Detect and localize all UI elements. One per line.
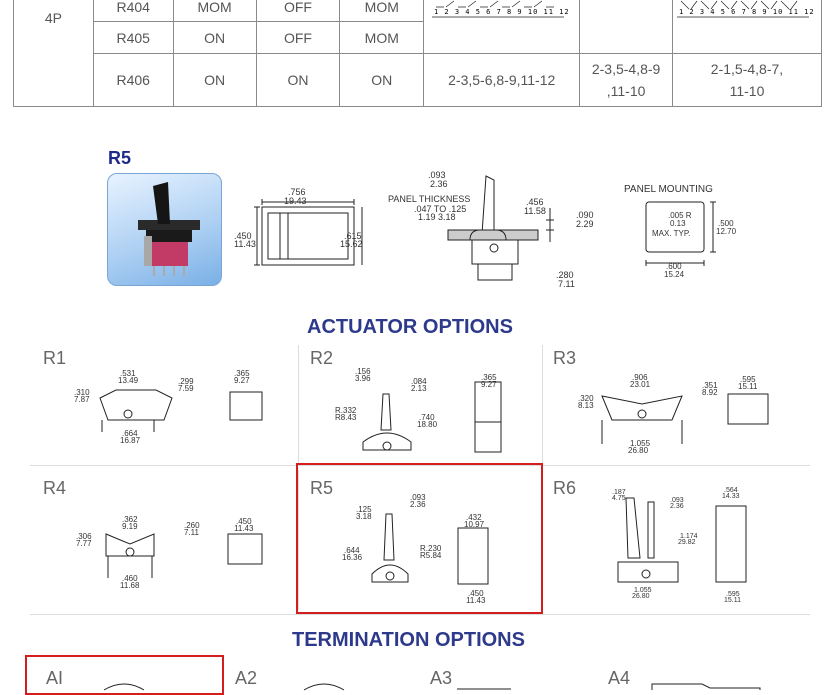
- dim-label: .365: [234, 369, 250, 378]
- dim-label: .906: [632, 373, 648, 382]
- dim-label: .450: [234, 231, 252, 241]
- connection-line: ,11-10: [606, 83, 646, 99]
- spec-table: [13, 0, 822, 107]
- dim-label: .644: [344, 546, 360, 555]
- dim-label: 7.11: [184, 528, 199, 537]
- actuator-r2-drawing: [335, 368, 535, 460]
- pos-cell: OFF: [256, 0, 340, 22]
- model-cell: R406: [93, 54, 173, 107]
- pos-cell: ON: [256, 54, 340, 107]
- pin-numbers: 1 2 3 4 5 6 7 8 9 10 11 12: [433, 8, 570, 16]
- actuator-r4-drawing: [76, 512, 276, 592]
- dim-label: 2.36: [410, 500, 426, 509]
- dim-label: .595: [726, 591, 740, 598]
- dim-label: .306: [76, 532, 92, 541]
- dim-label: .615: [344, 231, 362, 241]
- dim-label: 2.36: [430, 179, 448, 189]
- dim-label: 9.27: [234, 376, 250, 385]
- model-cell: R404: [93, 0, 173, 22]
- dim-label: .456: [526, 197, 544, 207]
- dim-label: 10.97: [464, 520, 485, 529]
- dim-label: .093: [670, 497, 684, 504]
- dim-label: PANEL THICKNESS: [388, 194, 471, 204]
- dim-label: 8.13: [578, 401, 594, 410]
- termination-label: A3: [430, 668, 453, 688]
- dim-label: 16.36: [342, 553, 363, 562]
- connection-line: 11-10: [729, 83, 765, 99]
- termination-a3-drawing: [455, 684, 525, 690]
- connection-line: 2-1,5-4,8-7,: [710, 61, 784, 77]
- dim-label: R.332: [335, 406, 357, 415]
- actuator-label: R6: [553, 478, 577, 498]
- connection-line: 2-3,5-4,8-9: [591, 61, 661, 77]
- dim-label: 9.27: [481, 380, 497, 389]
- actuator-label: R4: [43, 478, 67, 498]
- dim-label: .093: [428, 170, 446, 180]
- dim-label: .432: [466, 513, 482, 522]
- actuator-r3-drawing: [576, 368, 776, 458]
- dim-label: 8.92: [702, 388, 718, 397]
- dim-label: 2.13: [411, 384, 427, 393]
- dim-label: MAX. TYP.: [652, 229, 691, 238]
- front-view-drawing: [232, 185, 372, 275]
- dim-label: 3.96: [355, 374, 371, 383]
- dim-label: 15.11: [724, 597, 741, 604]
- dim-label: .460: [122, 574, 138, 583]
- dim-label: 1.174: [680, 533, 698, 540]
- pos-cell: ON: [173, 54, 256, 107]
- termination-a4-drawing: [650, 680, 770, 690]
- pos-cell: ON: [173, 22, 256, 54]
- panel-mounting-drawing: [622, 180, 742, 280]
- dim-label: .093: [410, 493, 426, 502]
- dim-label: 15.11: [738, 382, 758, 391]
- dim-label: 1.055: [634, 587, 652, 594]
- dim-label: .450: [468, 589, 484, 598]
- product-photo: [107, 173, 222, 286]
- dim-label: 2.29: [576, 219, 594, 229]
- dim-label: .005 R: [668, 211, 692, 220]
- dim-label: .310: [74, 388, 90, 397]
- dim-label: 19.43: [284, 196, 307, 206]
- divider: [298, 345, 299, 463]
- dim-label: 29.82: [678, 539, 696, 546]
- dim-label: 11.43: [234, 524, 254, 533]
- dim-label: 7.87: [74, 395, 90, 404]
- pos-cell: OFF: [256, 22, 340, 54]
- actuator-label: R5: [310, 478, 334, 498]
- connection-cell: 2-3,5-6,8-9,11-12: [424, 54, 580, 107]
- dim-label: .320: [578, 394, 594, 403]
- pos-cell: MOM: [173, 0, 256, 22]
- row-label: 4P: [14, 0, 94, 107]
- dim-label: 23.01: [630, 380, 651, 389]
- dim-label: 16.87: [120, 436, 141, 445]
- dim-label: 2.36: [670, 503, 684, 510]
- dim-label: PANEL MOUNTING: [624, 184, 713, 195]
- termination-a2-drawing: [300, 682, 360, 690]
- termination-label: A4: [608, 668, 631, 688]
- pos-cell: ON: [340, 54, 424, 107]
- pin-diagram: [432, 0, 572, 21]
- divider: [542, 345, 543, 463]
- dim-label: 1.19 3.18: [418, 212, 456, 222]
- dim-label: 7.59: [178, 384, 194, 393]
- dim-label: .531: [120, 369, 136, 378]
- dim-label: 15.62: [340, 239, 363, 249]
- dim-label: R8.43: [335, 413, 357, 422]
- dim-label: .756: [288, 187, 306, 197]
- dim-label: R5.84: [420, 551, 442, 560]
- dim-label: 26.80: [632, 593, 650, 600]
- actuator-label: R1: [43, 348, 67, 368]
- dim-label: .740: [419, 413, 435, 422]
- dim-label: 11.43: [466, 596, 486, 605]
- dim-label: 1.055: [630, 439, 651, 448]
- dim-label: .564: [724, 487, 738, 494]
- dim-label: 15.24: [664, 270, 685, 279]
- pin-diagram: [677, 0, 817, 21]
- dim-label: .280: [556, 270, 574, 280]
- dim-label: .600: [666, 262, 682, 271]
- dim-label: .125: [356, 505, 372, 514]
- pos-cell: MOM: [340, 22, 424, 54]
- dim-label: .187: [612, 489, 626, 496]
- dim-label: .156: [355, 367, 371, 376]
- actuator-label: R2: [310, 348, 334, 368]
- pin-diagram-cell: [672, 0, 821, 54]
- dim-label: .090: [576, 210, 594, 220]
- selected-actuator-highlight: [296, 463, 543, 614]
- dim-label: .500: [718, 219, 734, 228]
- dim-label: 3.18: [356, 512, 372, 521]
- dim-label: .260: [184, 521, 200, 530]
- dim-label: 4.75: [612, 495, 626, 502]
- termination-title: TERMINATION OPTIONS: [292, 629, 525, 651]
- actuator-r6-drawing: [604, 486, 804, 604]
- dim-label: .362: [122, 515, 138, 524]
- dim-label: 7.11: [558, 279, 575, 289]
- dim-label: 11.43: [234, 239, 256, 249]
- connection-cell: [672, 54, 821, 107]
- pin-diagram-cell: [424, 0, 580, 54]
- dim-label: .595: [740, 375, 756, 384]
- pos-cell: MOM: [340, 0, 424, 22]
- connection-cell: [580, 54, 673, 107]
- dim-label: 0.13: [670, 219, 686, 228]
- dim-label: 11.58: [524, 206, 546, 216]
- pin-numbers: 1 2 3 4 5 6 7 8 9 10 11 12: [678, 8, 815, 16]
- dim-label: .450: [236, 517, 252, 526]
- empty-cell: [580, 0, 673, 54]
- model-cell: R405: [93, 22, 173, 54]
- dim-label: 12.70: [716, 227, 737, 236]
- dim-label: 11.68: [120, 581, 140, 590]
- divider: [30, 614, 810, 615]
- dim-label: .351: [702, 381, 718, 390]
- dim-label: .047 TO .125: [414, 204, 467, 214]
- dim-label: .365: [481, 373, 497, 382]
- actuator-label: R3: [553, 348, 577, 368]
- dim-label: .084: [411, 377, 427, 386]
- termination-label: A2: [235, 668, 258, 688]
- dim-label: 7.77: [76, 539, 92, 548]
- actuator-title: ACTUATOR OPTIONS: [307, 316, 513, 338]
- dim-label: .299: [178, 377, 194, 386]
- dim-label: .664: [122, 429, 138, 438]
- termination-a1-drawing: [100, 682, 160, 690]
- dim-label: 14.33: [722, 493, 740, 500]
- actuator-r1-drawing: [72, 368, 272, 448]
- termination-label: AI: [46, 668, 64, 688]
- dim-label: R.230: [420, 544, 442, 553]
- dim-label: 26.80: [628, 446, 649, 455]
- switch-illustration: [108, 174, 221, 285]
- product-name: R5: [108, 148, 132, 168]
- dim-label: 13.49: [118, 376, 139, 385]
- dim-label: 18.80: [417, 420, 438, 429]
- side-view-drawing: [386, 168, 608, 290]
- dim-label: 9.19: [122, 522, 138, 531]
